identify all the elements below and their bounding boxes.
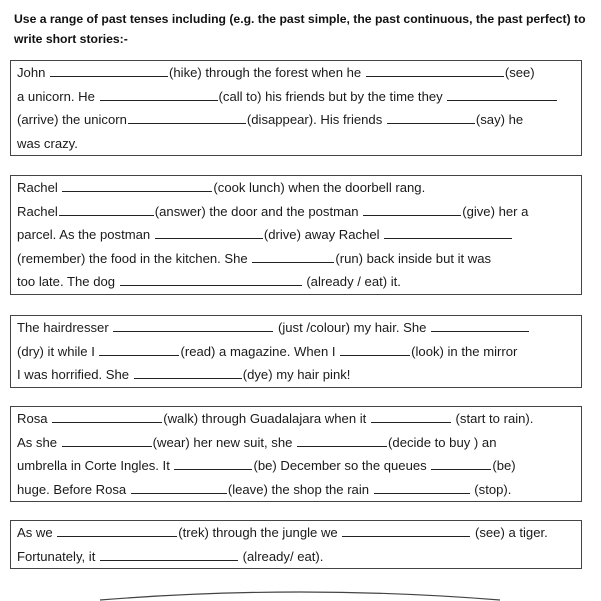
story-4-line-1	[17, 407, 575, 431]
answer-blank[interactable]	[297, 433, 387, 447]
answer-blank[interactable]	[252, 249, 334, 263]
answer-blank[interactable]	[374, 480, 470, 494]
story-text: (cook lunch) when the doorbell rang.	[213, 180, 426, 195]
answer-blank[interactable]	[62, 178, 212, 192]
story-text: parcel. As the postman	[17, 227, 154, 242]
story-3-line-3	[17, 363, 575, 387]
story-1-line-2	[17, 85, 575, 109]
story-text: I was horrified. She	[17, 367, 133, 382]
story-text: Rachel	[17, 203, 58, 219]
story-text: (start to rain).	[451, 411, 534, 426]
story-text: too late. The dog	[17, 274, 119, 289]
answer-blank[interactable]	[128, 110, 246, 124]
answer-blank[interactable]	[155, 225, 263, 239]
answer-blank[interactable]	[366, 63, 504, 77]
story-text: (hike) through the forest when he	[169, 65, 365, 80]
story-text: a unicorn. He	[17, 88, 99, 104]
answer-blank[interactable]	[52, 409, 162, 423]
story-text: huge. Before Rosa	[17, 481, 130, 497]
story-text: The hairdresser	[17, 320, 113, 335]
story-text: (dye) my hair pink!	[242, 367, 351, 382]
story-4-line-2	[17, 431, 575, 455]
story-2-line-5	[17, 270, 575, 294]
story-box-4	[10, 406, 582, 502]
story-text: (see) a tiger.	[471, 525, 548, 540]
story-text: (drive) away Rachel	[263, 227, 384, 242]
answer-blank[interactable]	[340, 342, 410, 356]
story-text: John	[17, 65, 50, 80]
answer-blank[interactable]	[100, 87, 218, 101]
story-text: (remember) the food in the kitchen. She	[17, 250, 252, 266]
answer-blank[interactable]	[371, 409, 451, 423]
story-1-line-1	[17, 61, 575, 85]
answer-blank[interactable]	[57, 523, 177, 537]
answer-blank[interactable]	[387, 110, 475, 124]
story-text: (walk) through Guadalajara when it	[163, 411, 370, 426]
story-1-line-4	[17, 132, 575, 156]
story-text: (run) back inside but it was	[335, 250, 492, 266]
answer-blank[interactable]	[131, 480, 227, 494]
story-text: (read) a magazine. When I	[180, 343, 340, 359]
story-5-line-2	[17, 545, 575, 569]
answer-blank[interactable]	[134, 365, 242, 379]
story-5-line-1	[17, 521, 575, 545]
story-text: umbrella in Corte Ingles. It	[17, 458, 174, 473]
answer-blank[interactable]	[431, 318, 529, 332]
decorative-curve	[0, 586, 601, 601]
story-text: (disappear). His friends	[246, 112, 386, 127]
story-text: (stop).	[470, 481, 512, 497]
story-text: (just /colour) my hair. She	[274, 320, 431, 335]
story-text: (be) December so the queues	[253, 458, 431, 473]
answer-blank[interactable]	[447, 87, 557, 101]
story-text: (already/ eat).	[239, 548, 324, 564]
story-text: Rachel	[17, 180, 62, 195]
story-2-line-2	[17, 200, 575, 224]
story-text: (be)	[492, 458, 516, 473]
story-text: (wear) her new suit, she	[152, 434, 297, 450]
answer-blank[interactable]	[363, 202, 461, 216]
answer-blank[interactable]	[342, 523, 470, 537]
story-box-1	[10, 60, 582, 156]
story-text: (answer) the door and the postman	[154, 203, 363, 219]
story-box-2	[10, 175, 582, 295]
story-4-line-3	[17, 454, 575, 478]
answer-blank[interactable]	[50, 63, 168, 77]
story-box-5	[10, 520, 582, 569]
story-text: (say) he	[475, 112, 524, 127]
answer-blank[interactable]	[62, 433, 152, 447]
answer-blank[interactable]	[431, 456, 491, 470]
story-text: was crazy.	[17, 135, 78, 151]
story-text: As she	[17, 434, 61, 450]
story-text: (dry) it while I	[17, 343, 99, 359]
story-text: As we	[17, 525, 57, 540]
story-text: (trek) through the jungle we	[178, 525, 342, 540]
story-2-line-1	[17, 176, 575, 200]
answer-blank[interactable]	[99, 342, 179, 356]
story-text: Rosa	[17, 411, 52, 426]
answer-blank[interactable]	[113, 318, 273, 332]
story-text: (give) her a	[462, 203, 529, 219]
answer-blank[interactable]	[100, 547, 238, 561]
answer-blank[interactable]	[384, 225, 512, 239]
story-4-line-4	[17, 478, 575, 502]
answer-blank[interactable]	[59, 202, 154, 216]
story-text: (look) in the mirror	[411, 343, 518, 359]
instructions: Use a range of past tenses including (e.g. the past simple, the past continuous, the past perfect) to write short stories:-	[14, 12, 586, 46]
story-2-line-3	[17, 223, 575, 247]
story-text: Fortunately, it	[17, 548, 99, 564]
story-text: (leave) the shop the rain	[227, 481, 373, 497]
story-box-3	[10, 315, 582, 388]
story-2-line-4	[17, 247, 575, 271]
answer-blank[interactable]	[120, 272, 302, 286]
answer-blank[interactable]	[174, 456, 252, 470]
story-3-line-1	[17, 316, 575, 340]
story-3-line-2	[17, 340, 575, 364]
story-text: (already / eat) it.	[302, 274, 401, 289]
story-text: (decide to buy ) an	[388, 434, 497, 450]
story-text: (call to) his friends but by the time they	[218, 88, 447, 104]
story-text: (arrive) the unicorn	[17, 112, 127, 127]
story-text: (see)	[504, 65, 535, 80]
story-1-line-3	[17, 108, 575, 132]
